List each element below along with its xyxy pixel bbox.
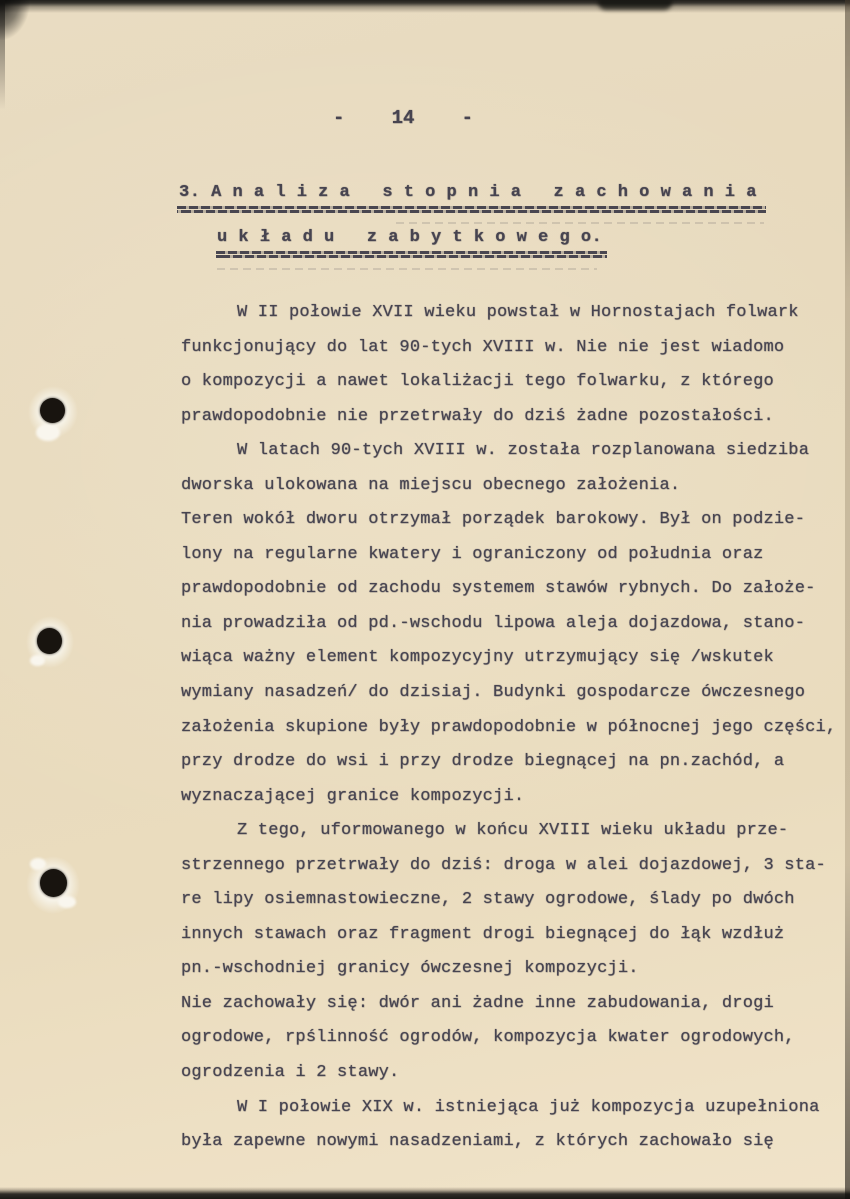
- body-line-17: strzennego przetrwały do dziś: droga w alei dojazdowej, 3 sta-: [181, 855, 826, 875]
- body-line-6: dworska ulokowana na miejscu obecnego założenia.: [181, 475, 681, 495]
- body-line-7: Teren wokół dworu otrzymał porządek barokowy. Był on podzie-: [181, 510, 806, 530]
- body-line-9: prawdopodobnie od zachodu systemem stawów rybnych. Do założe-: [181, 579, 816, 599]
- body-line-5: W latach 90-tych XVIII w. została rozplanowana siedziba: [237, 441, 810, 461]
- body-line-3: o kompozycji a nawet lokaliżacji tego folwarku, z którego: [181, 372, 774, 392]
- body-line-4: prawdopodobnie nie przetrwały do dziś żadne pozostałości.: [181, 406, 774, 426]
- punch-hole-tear-1: [36, 424, 60, 441]
- body-line-13: założenia skupione były prawdopodobnie w północnej jego części,: [181, 717, 837, 737]
- page-edge-left: [0, 0, 5, 110]
- punch-hole-3: [40, 869, 67, 897]
- punch-hole-tear-3b: [58, 896, 76, 908]
- page-edge-bottom: [0, 1187, 850, 1199]
- heading-ghost-underline-2: [217, 268, 597, 270]
- page-number-value: 14: [391, 107, 415, 129]
- body-line-22: ogrodowe, rpślinność ogrodów, kompozycja kwater ogrodowych,: [181, 1028, 795, 1048]
- body-line-19: innych stawach oraz fragment drogi biegnącej do łąk wzdłuż: [181, 924, 785, 944]
- punch-hole-1: [40, 398, 65, 423]
- punch-hole-2: [37, 628, 62, 654]
- section-heading-line-2: u k ł a d u z a b y t k o w e g o.: [217, 228, 603, 247]
- body-line-18: re lipy osiemnastowieczne, 2 stawy ogrodowe, ślady po dwóch: [181, 890, 795, 910]
- body-line-24: W I połowie XIX w. istniejąca już kompozycja uzupełniona: [237, 1097, 820, 1117]
- body-line-15: wyznaczającej granice kompozycji.: [181, 786, 525, 806]
- body-line-16: Z tego, uformowanego w końcu XVIII wieku układu prze-: [237, 821, 789, 841]
- punch-hole-tear-2: [30, 655, 45, 666]
- page-edge-right: [845, 0, 850, 1199]
- body-line-1: W II połowie XVII wieku powstał w Hornostajach folwark: [237, 303, 799, 322]
- page-number-dash-right: -: [461, 107, 473, 129]
- body-line-2: funkcjonujący do lat 90-tych XVIII w. Nie nie jest wiadomo: [181, 337, 785, 357]
- body-line-23: ogrodzenia i 2 stawy.: [181, 1063, 400, 1083]
- page-edge-top-notch: [598, 0, 672, 10]
- body-line-12: wymiany nasadzeń/ do dzisiaj. Budynki gospodarcze ówczesnego: [181, 683, 806, 703]
- body-line-14: przy drodze do wsi i przy drodze biegnącej na pn.zachód, a: [181, 752, 785, 772]
- typewritten-body: [181, 296, 836, 1160]
- page-number: [333, 107, 473, 129]
- body-line-25: była zapewne nowymi nasadzeniami, z których zachowało się: [181, 1132, 774, 1152]
- body-line-21: Nie zachowały się: dwór ani żadne inne zabudowania, drogi: [181, 993, 774, 1013]
- heading-ghost-underline-1: [396, 222, 764, 224]
- body-line-20: pn.-wschodniej granicy ówczesnej kompozycji.: [181, 959, 639, 979]
- body-line-11: wiąca ważny element kompozycyjny utrzymujący się /wskutek: [181, 648, 774, 668]
- body-line-10: nia prowadziła od pd.-wschodu lipowa aleja dojazdowa, stano-: [181, 613, 806, 633]
- section-heading-line-1: 3. A n a l i z a s t o p n i a z a c h o w a n i a: [179, 183, 757, 202]
- punch-hole-tear-3a: [30, 858, 46, 870]
- page-edge-top: [0, 0, 850, 13]
- body-line-8: lony na regularne kwatery i ograniczony od południa oraz: [181, 544, 764, 564]
- page-number-dash-left: -: [333, 107, 345, 129]
- heading-underline-2: [216, 251, 607, 259]
- heading-underline-1: [177, 206, 766, 214]
